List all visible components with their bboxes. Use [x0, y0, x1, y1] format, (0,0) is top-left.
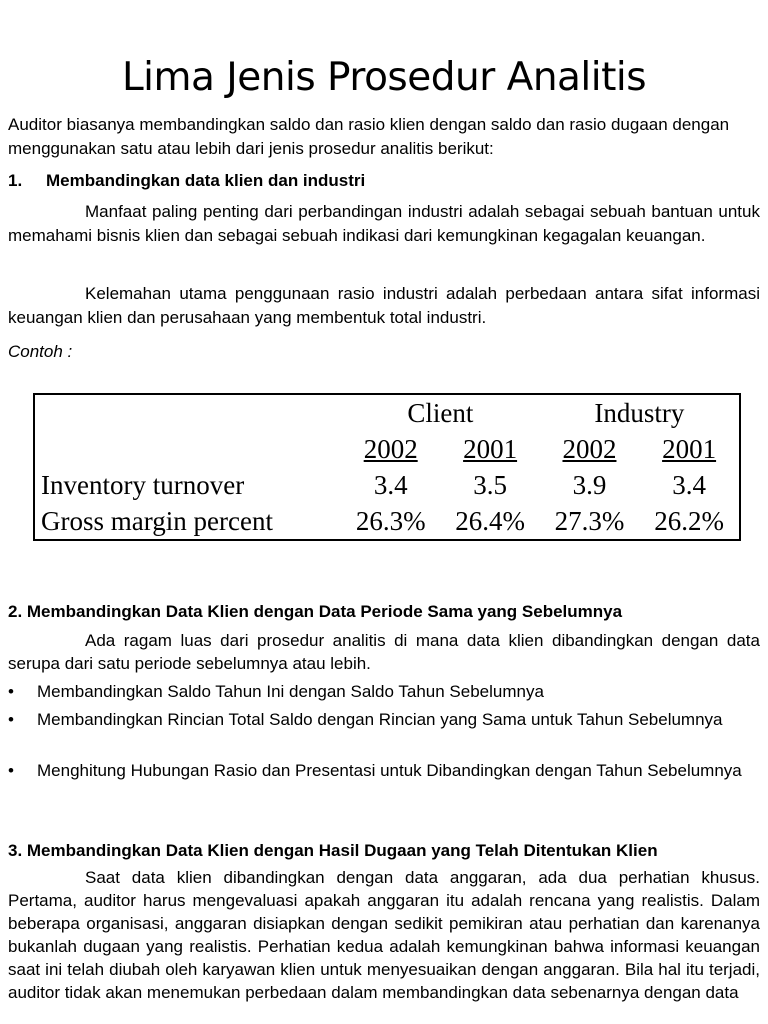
list-item-text: Membandingkan Saldo Tahun Ini dengan Saldo Tahun Sebelumnya	[37, 682, 544, 701]
year-header: 2002	[562, 434, 617, 464]
row-label: Gross margin percent	[41, 506, 273, 536]
section-1-paragraph-2: Kelemahan utama penggunaan rasio industri adalah perbedaan antara sifat informasi keuangan klien dan perusahaan yang membentuk total industri.	[8, 284, 760, 327]
bullet-marker: •	[8, 761, 14, 780]
section-2-paragraph: Ada ragam luas dari prosedur analitis di mana data klien dibandingkan dengan data serupa dari satu periode sebelumnya atau lebih.	[8, 631, 760, 673]
example-label: Contoh :	[8, 342, 73, 361]
group-header-client: Client	[407, 398, 474, 428]
year-header: 2001	[662, 434, 717, 464]
section-3-paragraph: Saat data klien dibandingkan dengan data anggaran, ada dua perhatian khusus. Pertama, auditor harus mengevaluasi apakah anggaran itu adalah rencana yang realistis. Dalam beberapa organisasi, anggaran disiapkan dengan sedikit pemikiran atau perhatian dan karenanya bukanlah dugaan yang realistis. Perhatian kedua adalah kemungkinan bahwa informasi keuangan saat ini telah diubah oleh karyawan klien untuk menyesuaikan dengan anggaran. Bila hal itu terjadi, auditor tidak akan menemukan perbedaan dalam membandingkan data sebenarnya dengan data	[8, 868, 760, 1002]
table-cell: 3.5	[473, 470, 507, 500]
section-3-heading: 3. Membandingkan Data Klien dengan Hasil Dugaan yang Telah Ditentukan Klien	[8, 841, 658, 860]
list-item-text: Menghitung Hubungan Rasio dan Presentasi untuk Dibandingkan dengan Tahun Sebelumnya	[37, 761, 742, 780]
section-2-heading: 2. Membandingkan Data Klien dengan Data Periode Sama yang Sebelumnya	[8, 602, 623, 621]
year-header: 2001	[463, 434, 518, 464]
table-cell: 3.4	[373, 470, 408, 500]
table-cell: 26.3%	[355, 506, 426, 536]
list-item	[8, 709, 760, 731]
year-header: 2002	[363, 434, 418, 464]
section-1-heading-text: Membandingkan data klien dan industri	[46, 171, 366, 190]
intro-paragraph: Auditor biasanya membandingkan saldo dan rasio klien dengan saldo dan rasio dugaan dengan menggunakan satu atau lebih dari jenis prosedur analitis berikut:	[8, 115, 730, 158]
table-group-header-row	[34, 394, 740, 431]
table-cell: 26.2%	[654, 506, 724, 536]
bullet-marker: •	[8, 710, 14, 729]
section-1-heading	[8, 169, 760, 193]
page-title: Lima Jenis Prosedur Analitis	[121, 55, 647, 100]
comparison-table	[33, 393, 741, 541]
table-row	[34, 503, 740, 540]
list-item	[8, 681, 760, 703]
table-year-row	[34, 431, 740, 467]
list-item-text: Membandingkan Rincian Total Saldo dengan Rincian yang Sama untuk Tahun Sebelumnya	[37, 710, 723, 729]
table-cell: 27.3%	[554, 506, 625, 536]
table-row	[34, 467, 740, 503]
section-1-paragraph-1: Manfaat paling penting dari perbandingan industri adalah sebagai sebuah bantuan untuk memahami bisnis klien dan sebagai sebuah indikasi dari kemungkinan kegagalan keuangan.	[8, 202, 760, 245]
table-cell: 3.9	[572, 470, 607, 500]
table-cell: 3.4	[672, 470, 706, 500]
table-cell: 26.4%	[455, 506, 525, 536]
list-item	[8, 760, 760, 782]
group-header-industry: Industry	[594, 398, 685, 428]
bullet-marker: •	[8, 682, 14, 701]
row-label: Inventory turnover	[41, 470, 245, 500]
section-1-number: 1.	[8, 171, 23, 190]
